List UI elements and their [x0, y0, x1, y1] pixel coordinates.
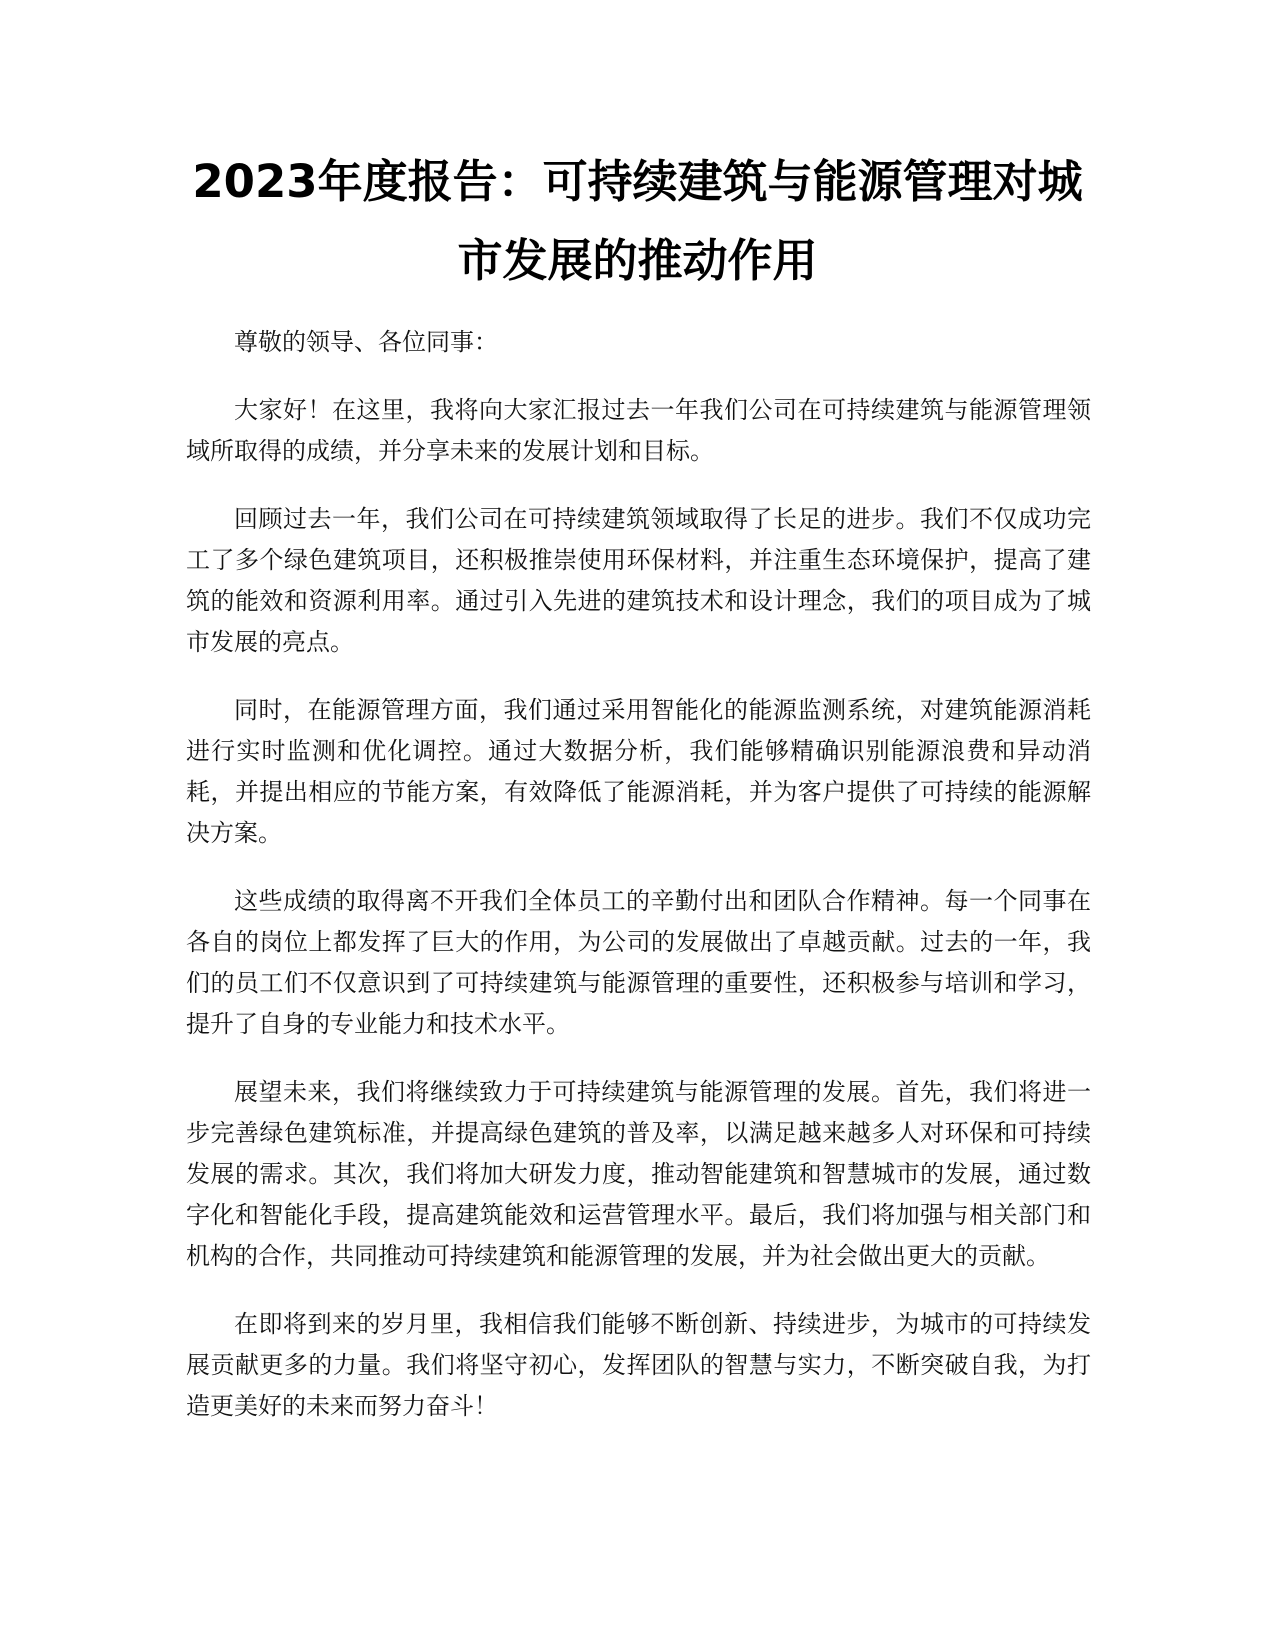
paragraph-energy-management: 同时，在能源管理方面，我们通过采用智能化的能源监测系统，对建筑能源消耗进行实时监测和优化调控。通过大数据分析，我们能够精确识别能源浪费和异动消耗，并提出相应的节能方案，有效降低了能源消耗，并为客户提供了可持续的能源解决方案。 — [186, 696, 1091, 847]
salutation: 尊敬的领导、各位同事： — [234, 328, 498, 356]
document-title: 2023年度报告：可持续建筑与能源管理对城市发展的推动作用 — [192, 155, 1083, 287]
paragraph-closing: 在即将到来的岁月里，我相信我们能够不断创新、持续进步，为城市的可持续发展贡献更多的力量。我们将坚守初心，发挥团队的智慧与实力，不断突破自我，为打造更美好的未来而努力奋斗！ — [186, 1310, 1091, 1420]
document-body — [186, 322, 1091, 1454]
paragraph-building-review: 回顾过去一年，我们公司在可持续建筑领域取得了长足的进步。我们不仅成功完工了多个绿色建筑项目，还积极推崇使用环保材料，并注重生态环境保护，提高了建筑的能效和资源利用率。通过引入先进的建筑技术和设计理念，我们的项目成为了城市发展的亮点。 — [186, 505, 1091, 656]
paragraph-future-outlook: 展望未来，我们将继续致力于可持续建筑与能源管理的发展。首先，我们将进一步完善绿色建筑标准，并提高绿色建筑的普及率，以满足越来越多人对环保和可持续发展的需求。其次，我们将加大研发力度，推动智能建筑和智慧城市的发展，通过数字化和智能化手段，提高建筑能效和运营管理水平。最后，我们将加强与相关部门和机构的合作，共同推动可持续建筑和能源管理的发展，并为社会做出更大的贡献。 — [186, 1078, 1091, 1270]
paragraph-staff-contribution: 这些成绩的取得离不开我们全体员工的辛勤付出和团队合作精神。每一个同事在各自的岗位上都发挥了巨大的作用，为公司的发展做出了卓越贡献。过去的一年，我们的员工们不仅意识到了可持续建筑与能源管理的重要性，还积极参与培训和学习，提升了自身的专业能力和技术水平。 — [186, 887, 1091, 1038]
paragraph-greeting: 大家好！在这里，我将向大家汇报过去一年我们公司在可持续建筑与能源管理领域所取得的成绩，并分享未来的发展计划和目标。 — [186, 396, 1091, 465]
